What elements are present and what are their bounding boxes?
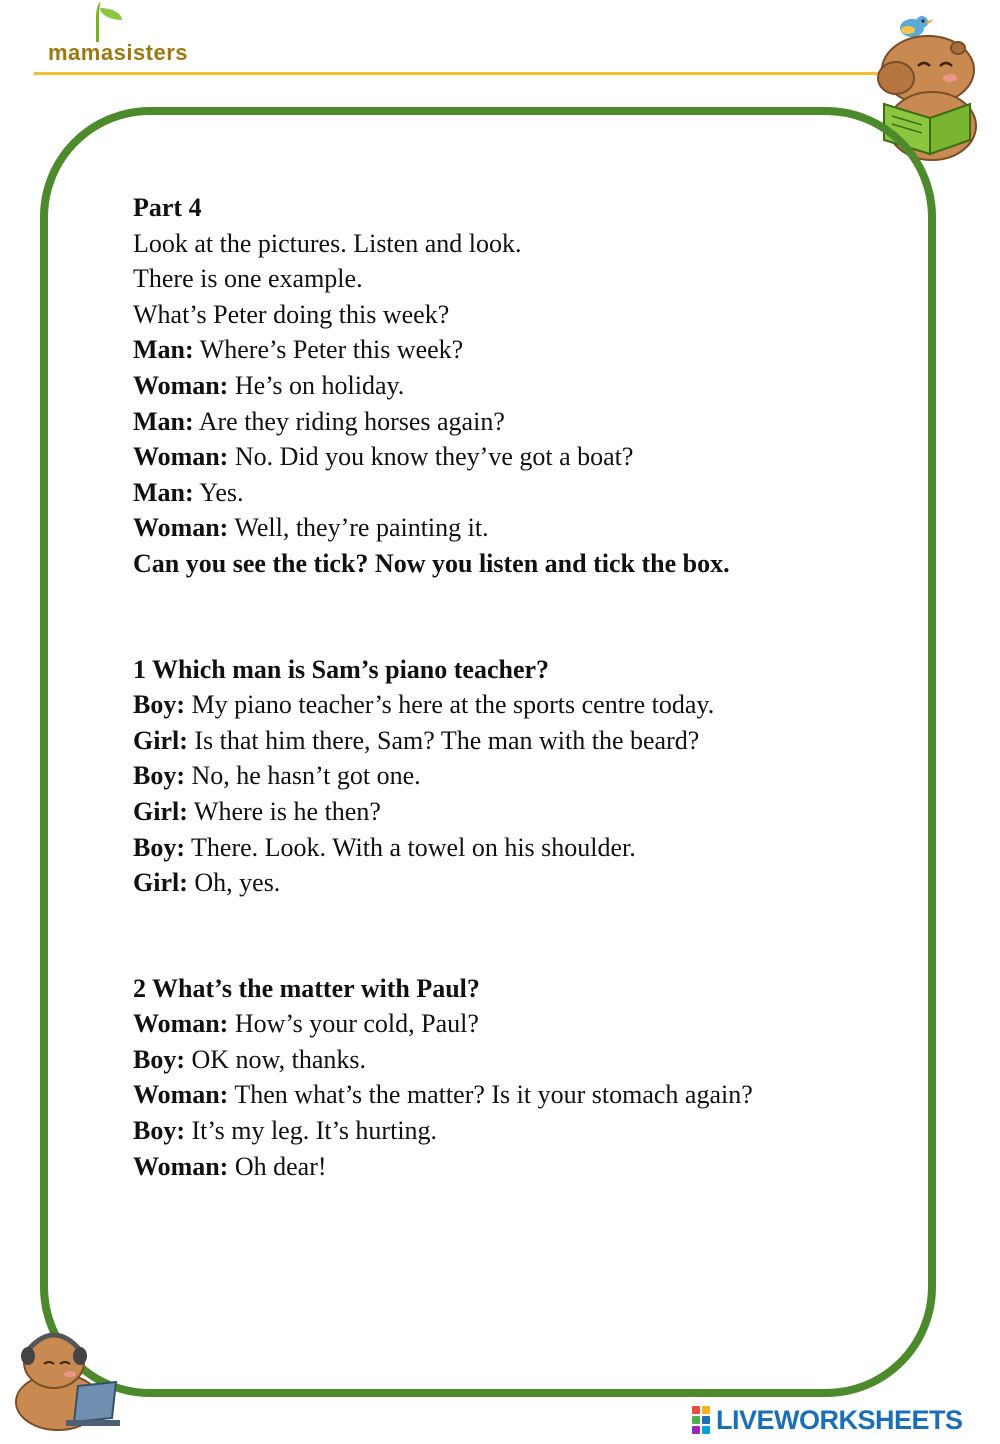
speaker-label: Woman: <box>133 442 229 472</box>
liveworksheets-logo-icon <box>692 1406 710 1434</box>
speaker-label: Boy: <box>133 761 185 791</box>
dialogue-text: Oh dear! <box>228 1151 327 1181</box>
dialogue-text: Then what’s the matter? Is it your stomach again? <box>228 1080 753 1110</box>
speaker-label: Man: <box>133 406 194 436</box>
speaker-label: Girl: <box>133 796 188 826</box>
dialogue-line <box>133 475 893 511</box>
dialogue-text: No, he hasn’t got one. <box>185 761 421 791</box>
speaker-label: Man: <box>133 335 194 365</box>
dialogue-text: Are they riding horses again? <box>193 406 505 436</box>
dialogue-line <box>133 687 893 723</box>
instruction-line: What’s Peter doing this week? <box>133 299 450 329</box>
dialogue-line <box>133 865 893 901</box>
speaker-label: Woman: <box>133 1080 229 1110</box>
header-divider <box>34 72 890 75</box>
dialogue-line <box>133 830 893 866</box>
dialogue-text: How’s your cold, Paul? <box>228 1009 479 1039</box>
dialogue-line <box>133 510 893 546</box>
question-heading: 2 What’s the matter with Paul? <box>133 973 480 1003</box>
dialogue-line <box>133 1006 893 1042</box>
dialogue-text: Oh, yes. <box>187 868 281 898</box>
dialogue-line <box>133 332 893 368</box>
instruction-line: Look at the pictures. Listen and look. <box>133 228 522 258</box>
dialogue-text: Yes. <box>193 477 244 507</box>
speaker-label: Girl: <box>133 868 188 898</box>
dialogue-line <box>133 368 893 404</box>
speaker-label: Boy: <box>133 690 185 720</box>
dialogue-text: My piano teacher’s here at the sports centre today. <box>185 690 715 720</box>
instruction-line: There is one example. <box>133 264 363 294</box>
dialogue-line <box>133 1077 893 1113</box>
dialogue-text: No. Did you know they’ve got a boat? <box>228 442 634 472</box>
dialogue-text: Where’s Peter this week? <box>193 335 464 365</box>
question-heading: 1 Which man is Sam’s piano teacher? <box>133 654 550 684</box>
liveworksheets-text: LIVEWORKSHEETS <box>716 1404 963 1435</box>
dialogue-text: There. Look. With a towel on his shoulder. <box>185 832 636 862</box>
speaker-label: Woman: <box>133 1009 229 1039</box>
dialogue-text: Well, they’re painting it. <box>228 513 489 543</box>
speaker-label: Woman: <box>133 513 229 543</box>
dialogue-line <box>133 439 893 475</box>
liveworksheets-brand <box>692 1400 992 1440</box>
speaker-label: Boy: <box>133 1044 185 1074</box>
dialogue-line <box>133 1113 893 1149</box>
logo-text: mamasisters <box>48 40 189 65</box>
brand-logo <box>44 0 189 80</box>
speaker-label: Girl: <box>133 725 188 755</box>
speaker-label: Woman: <box>133 1151 229 1181</box>
part-title: Part 4 <box>133 193 202 222</box>
speaker-label: Boy: <box>133 1116 185 1146</box>
dialogue-line <box>133 1149 893 1185</box>
dialogue-line <box>133 404 893 440</box>
dialogue-text: Where is he then? <box>187 796 381 826</box>
dialogue-text: Is that him there, Sam? The man with the beard? <box>187 725 700 755</box>
transcript <box>133 190 893 1184</box>
dialogue-text: OK now, thanks. <box>185 1044 367 1074</box>
speaker-label: Woman: <box>133 370 229 400</box>
dialogue-text: It’s my leg. It’s hurting. <box>185 1116 438 1146</box>
dialogue-line <box>133 794 893 830</box>
speaker-label: Man: <box>133 477 194 507</box>
dialogue-text: He’s on holiday. <box>228 370 405 400</box>
dialogue-line <box>133 1042 893 1078</box>
dialogue-line <box>133 758 893 794</box>
dialogue-line <box>133 723 893 759</box>
capybara-laptop-icon <box>8 1322 126 1434</box>
closing-instruction: Can you see the tick? Now you listen and tick the box. <box>133 548 730 578</box>
speaker-label: Boy: <box>133 832 185 862</box>
